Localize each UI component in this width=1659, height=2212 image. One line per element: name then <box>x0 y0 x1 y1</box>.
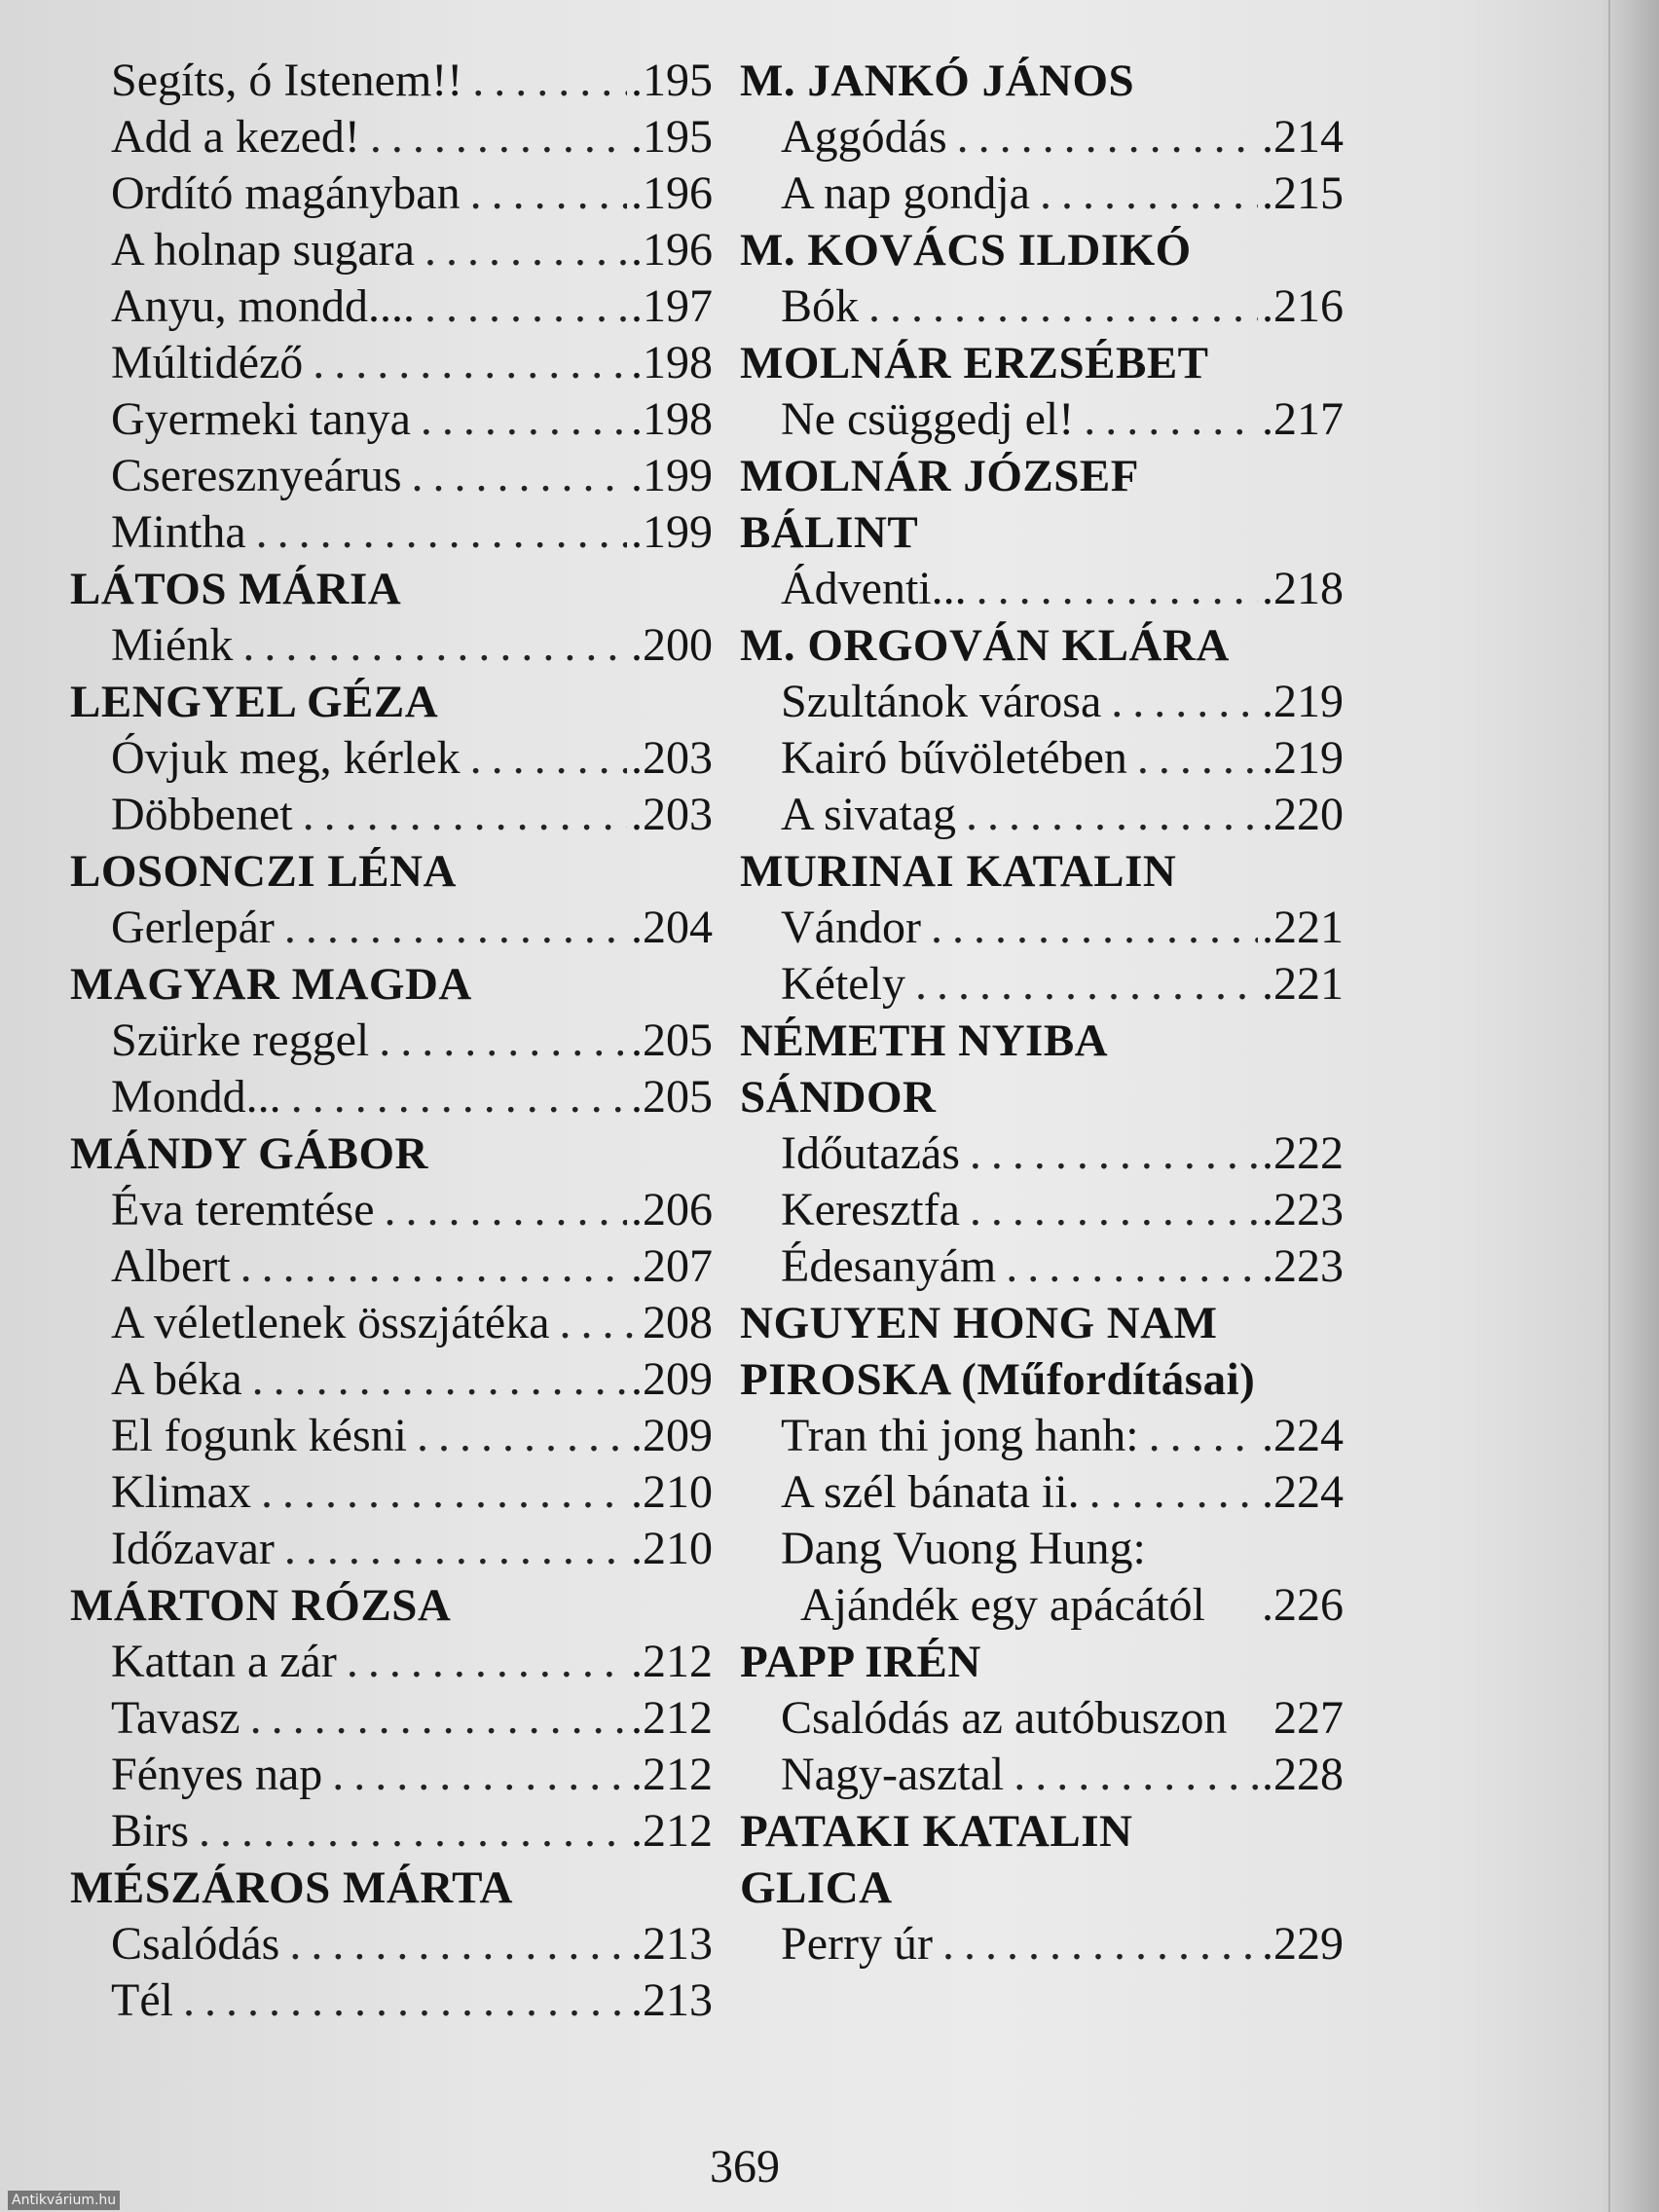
toc-entry <box>70 335 713 391</box>
toc-entry-page: .219 <box>1262 732 1344 784</box>
toc-dot-leader <box>957 109 1258 166</box>
toc-entry <box>70 617 713 674</box>
toc-entry-title: Éva teremtése <box>111 1184 375 1235</box>
toc-entry-title: A béka <box>111 1353 242 1405</box>
toc-entry <box>70 1464 713 1521</box>
toc-entry-page: .226 <box>1262 1579 1344 1631</box>
toc-entry <box>70 1295 713 1351</box>
toc-entry <box>70 1069 713 1125</box>
toc-entry-title: Klimax <box>111 1466 251 1518</box>
toc-author-heading: MÁNDY GÁBOR <box>70 1128 428 1179</box>
toc-entry-page: .195 <box>631 55 713 106</box>
toc-entry-page: .222 <box>1262 1127 1344 1179</box>
toc-entry-title: A véletlenek összjátéka <box>111 1297 550 1348</box>
toc-entry-title: Édesanyám <box>781 1240 997 1292</box>
toc-dot-leader <box>1006 1238 1258 1295</box>
toc-dot-leader <box>424 278 627 335</box>
toc-entry-page: .198 <box>631 337 713 388</box>
toc-author-heading: MAGYAR MAGDA <box>70 959 472 1010</box>
toc-dot-leader <box>370 109 627 166</box>
toc-entry-title: Csalódás az autóbuszon <box>781 1692 1228 1744</box>
toc-entry-title: Dang Vuong Hung: <box>781 1523 1146 1574</box>
toc-dot-leader <box>970 1125 1258 1182</box>
toc-entry <box>70 53 713 109</box>
toc-entry <box>740 166 1344 222</box>
toc-entry-page: .209 <box>631 1353 713 1405</box>
toc-dot-leader <box>199 1803 627 1860</box>
toc-entry-title: A szél bánata ii. <box>781 1466 1080 1518</box>
toc-author-heading: LENGYEL GÉZA <box>70 677 439 727</box>
toc-entry-title: Miénk <box>111 619 234 671</box>
toc-entry-page: .219 <box>1262 676 1344 727</box>
toc-author-heading: MÉSZÁROS MÁRTA <box>70 1862 513 1913</box>
toc-dot-leader <box>1014 1747 1258 1803</box>
toc-dot-leader <box>915 956 1258 1013</box>
toc-entry-page: .196 <box>631 224 713 276</box>
toc-entry-title: Tavasz <box>111 1692 240 1744</box>
toc-entry-title: Add a kezed! <box>111 111 360 163</box>
toc-entry-title: Fényes nap <box>111 1749 323 1800</box>
toc-entry-page: .203 <box>631 732 713 784</box>
toc-entry <box>70 1521 713 1577</box>
toc-entry-title: Csalódás <box>111 1918 280 1970</box>
toc-entry <box>740 900 1344 956</box>
toc-entry <box>70 730 713 787</box>
toc-dot-leader <box>183 1972 627 2029</box>
toc-entry <box>70 1634 713 1690</box>
toc-entry-page: .214 <box>1262 111 1344 163</box>
toc-left-column <box>70 53 713 2029</box>
toc-entry-title: Nagy-asztal <box>781 1749 1005 1800</box>
toc-entry <box>70 109 713 166</box>
toc-dot-leader <box>313 335 627 391</box>
toc-entry-title: Aggódás <box>781 111 947 163</box>
toc-entry-page: .223 <box>1262 1184 1344 1235</box>
toc-entry <box>740 1521 1344 1577</box>
toc-entry <box>740 1238 1344 1295</box>
toc-entry <box>70 504 713 561</box>
toc-entry-title: Anyu, mondd.... <box>111 280 415 332</box>
toc-entry-page: .206 <box>631 1184 713 1235</box>
toc-entry-page: .221 <box>1262 902 1344 953</box>
toc-entry-title: Kattan a zár <box>111 1636 337 1687</box>
toc-entry-page: .196 <box>631 167 713 219</box>
toc-author-heading: M. KOVÁCS ILDIKÓ <box>740 225 1192 276</box>
toc-entry-page: .200 <box>631 619 713 671</box>
toc-entry-page: .210 <box>631 1466 713 1518</box>
toc-entry-title: Mintha <box>111 506 246 558</box>
toc-dot-leader <box>332 1747 627 1803</box>
toc-entry-page: .199 <box>631 450 713 501</box>
toc-author-heading: M. ORGOVÁN KLÁRA <box>740 620 1230 671</box>
toc-dot-leader <box>472 53 627 109</box>
toc-dot-leader <box>303 787 627 843</box>
toc-author-heading: PIROSKA (Műfordításai) <box>740 1354 1256 1405</box>
toc-dot-leader <box>379 1013 627 1069</box>
toc-entry-page: .198 <box>631 393 713 445</box>
toc-author-heading: BÁLINT <box>740 507 919 558</box>
toc-dot-leader <box>261 1464 627 1521</box>
toc-entry-title: Ajándék egy apácától <box>800 1579 1205 1631</box>
toc-entry-page: .212 <box>631 1805 713 1857</box>
toc-entry-page: .205 <box>631 1014 713 1066</box>
toc-entry-page: .212 <box>631 1692 713 1744</box>
toc-entry <box>70 1747 713 1803</box>
toc-dot-leader <box>1111 674 1258 730</box>
toc-entry-title: Tél <box>111 1974 173 2026</box>
toc-entry-page: .224 <box>1262 1410 1344 1461</box>
toc-entry-page: .221 <box>1262 958 1344 1010</box>
toc-entry-title: Albert <box>111 1240 231 1292</box>
toc-entry <box>740 674 1344 730</box>
toc-entry <box>740 1464 1344 1521</box>
toc-dot-leader <box>252 1351 627 1408</box>
toc-entry <box>70 1013 713 1069</box>
toc-dot-leader <box>347 1634 627 1690</box>
toc-entry-page: 227 <box>1273 1692 1344 1744</box>
toc-author-heading: LOSONCZI LÉNA <box>70 846 457 897</box>
page-gutter-edge <box>1601 0 1659 2212</box>
toc-entry <box>70 1916 713 1972</box>
toc-entry-page: .216 <box>1262 280 1344 332</box>
toc-entry-title: Kairó bűvöletében <box>781 732 1127 784</box>
toc-entry <box>70 900 713 956</box>
toc-dot-leader <box>250 1690 627 1747</box>
toc-entry-title: Szultánok városa <box>781 676 1102 727</box>
toc-entry-title: Cseresznyeárus <box>111 450 402 501</box>
toc-entry <box>70 787 713 843</box>
toc-entry <box>740 787 1344 843</box>
toc-entry <box>740 956 1344 1013</box>
toc-entry-title: Döbbenet <box>111 789 293 840</box>
toc-author-heading: MURINAI KATALIN <box>740 846 1177 897</box>
toc-entry-page: .195 <box>631 111 713 163</box>
toc-entry-page: .203 <box>631 789 713 840</box>
toc-dot-leader <box>931 900 1258 956</box>
toc-entry <box>70 448 713 504</box>
toc-author-heading: M. JANKÓ JÁNOS <box>740 55 1135 106</box>
toc-entry-title: A sivatag <box>781 789 956 840</box>
toc-entry-page: .228 <box>1262 1749 1344 1800</box>
toc-entry-title: Gyermeki tanya <box>111 393 411 445</box>
toc-dot-leader <box>966 787 1258 843</box>
toc-entry-page: .220 <box>1262 789 1344 840</box>
toc-author-heading: MOLNÁR ERZSÉBET <box>740 338 1209 388</box>
toc-entry-title: Birs <box>111 1805 190 1857</box>
toc-entry-title: Keresztfa <box>781 1184 960 1235</box>
toc-entry-page: .218 <box>1262 563 1344 614</box>
toc-entry-page: 208 <box>643 1297 713 1348</box>
toc-entry-page: .212 <box>631 1636 713 1687</box>
toc-entry-page: .210 <box>631 1523 713 1574</box>
toc-entry <box>740 1125 1344 1182</box>
toc-entry <box>70 391 713 448</box>
toc-entry-title: A nap gondja <box>781 167 1030 219</box>
toc-entry-page: .207 <box>631 1240 713 1292</box>
toc-dot-leader <box>977 561 1258 617</box>
toc-entry-page: .205 <box>631 1071 713 1123</box>
toc-dot-leader <box>942 1916 1258 1972</box>
toc-dot-leader <box>242 617 627 674</box>
toc-entry <box>740 1182 1344 1238</box>
toc-dot-leader <box>385 1182 627 1238</box>
toc-entry-title: Ordító magányban <box>111 167 461 219</box>
toc-entry-page: .197 <box>631 280 713 332</box>
toc-author-heading: NÉMETH NYIBA <box>740 1015 1109 1066</box>
toc-author-heading: MÁRTON RÓZSA <box>70 1580 452 1631</box>
toc-entry <box>70 166 713 222</box>
toc-entry-page: .209 <box>631 1410 713 1461</box>
toc-entry-page: .229 <box>1262 1918 1344 1970</box>
toc-dot-leader <box>412 448 627 504</box>
toc-entry-title: Szürke reggel <box>111 1014 370 1066</box>
toc-author-heading: GLICA <box>740 1862 893 1913</box>
toc-author-heading: SÁNDOR <box>740 1072 937 1123</box>
toc-entry <box>70 1972 713 2029</box>
toc-author-heading: NGUYEN HONG NAM <box>740 1298 1218 1348</box>
toc-entry-title: Gerlepár <box>111 902 275 953</box>
toc-entry-title: Segíts, ó Istenem!! <box>111 55 463 106</box>
toc-dot-leader <box>424 222 627 278</box>
toc-dot-leader <box>1149 1408 1258 1464</box>
toc-author-heading: LÁTOS MÁRIA <box>70 564 402 614</box>
toc-entry <box>70 1803 713 1860</box>
toc-dot-leader <box>421 391 627 448</box>
toc-dot-leader <box>417 1408 627 1464</box>
toc-entry-title: Bók <box>781 280 860 332</box>
toc-entry-title: Tran thi jong hanh: <box>781 1410 1139 1461</box>
toc-entry-title: El fogunk késni <box>111 1410 407 1461</box>
toc-entry <box>740 561 1344 617</box>
toc-dot-leader <box>470 166 627 222</box>
toc-entry <box>740 391 1344 448</box>
toc-dot-leader <box>1137 730 1258 787</box>
toc-dot-leader <box>240 1238 627 1295</box>
toc-entry-title: Ne csüggedj el! <box>781 393 1075 445</box>
toc-dot-leader <box>284 900 627 956</box>
toc-entry <box>740 1408 1344 1464</box>
toc-entry <box>740 730 1344 787</box>
toc-entry-title: Kétely <box>781 958 905 1010</box>
toc-author-heading: PATAKI KATALIN <box>740 1806 1133 1857</box>
toc-entry-page: .224 <box>1262 1466 1344 1518</box>
toc-dot-leader <box>970 1182 1258 1238</box>
toc-entry <box>740 1916 1344 1972</box>
watermark: Antikvárium.hu <box>8 2191 120 2210</box>
toc-entry <box>70 1351 713 1408</box>
toc-entry <box>70 222 713 278</box>
toc-dot-leader <box>284 1521 627 1577</box>
toc-dot-leader <box>256 504 627 561</box>
toc-entry <box>740 1747 1344 1803</box>
toc-entry-title: Perry úr <box>781 1918 933 1970</box>
toc-dot-leader <box>560 1295 640 1351</box>
toc-entry <box>740 109 1344 166</box>
toc-entry-title: Múltidéző <box>111 337 304 388</box>
toc-entry-title: Időzavar <box>111 1523 275 1574</box>
toc-dot-leader <box>1040 166 1258 222</box>
toc-entry-title: Mondd... <box>111 1071 281 1123</box>
toc-entry <box>740 1690 1344 1747</box>
page-number: 369 <box>710 2141 780 2193</box>
toc-entry-title: Időutazás <box>781 1127 960 1179</box>
toc-entry <box>70 1408 713 1464</box>
toc-entry <box>740 278 1344 335</box>
toc-entry <box>70 278 713 335</box>
toc-entry-page: .217 <box>1262 393 1344 445</box>
toc-entry-page: .212 <box>631 1749 713 1800</box>
toc-author-heading: PAPP IRÉN <box>740 1637 981 1687</box>
toc-dot-leader <box>1089 1464 1258 1521</box>
toc-entry-page: .213 <box>631 1918 713 1970</box>
toc-entry-page: .215 <box>1262 167 1344 219</box>
toc-entry <box>70 1690 713 1747</box>
toc-entry-title: Óvjuk meg, kérlek <box>111 732 461 784</box>
toc-entry-title: Ádventi... <box>781 563 967 614</box>
toc-entry-page: .204 <box>631 902 713 953</box>
toc-right-column <box>740 53 1344 1972</box>
toc-dot-leader <box>470 730 627 787</box>
toc-author-heading: MOLNÁR JÓZSEF <box>740 451 1139 501</box>
toc-entry <box>70 1182 713 1238</box>
toc-dot-leader <box>1084 391 1258 448</box>
toc-dot-leader <box>868 278 1258 335</box>
toc-entry-title: Vándor <box>781 902 921 953</box>
toc-entry-page: .213 <box>631 1974 713 2026</box>
toc-dot-leader <box>291 1069 627 1125</box>
toc-entry-title: A holnap sugara <box>111 224 415 276</box>
toc-entry-page: .199 <box>631 506 713 558</box>
toc-dot-leader <box>289 1916 627 1972</box>
toc-entry-page: .223 <box>1262 1240 1344 1292</box>
toc-entry <box>70 1238 713 1295</box>
toc-entry <box>740 1577 1344 1634</box>
